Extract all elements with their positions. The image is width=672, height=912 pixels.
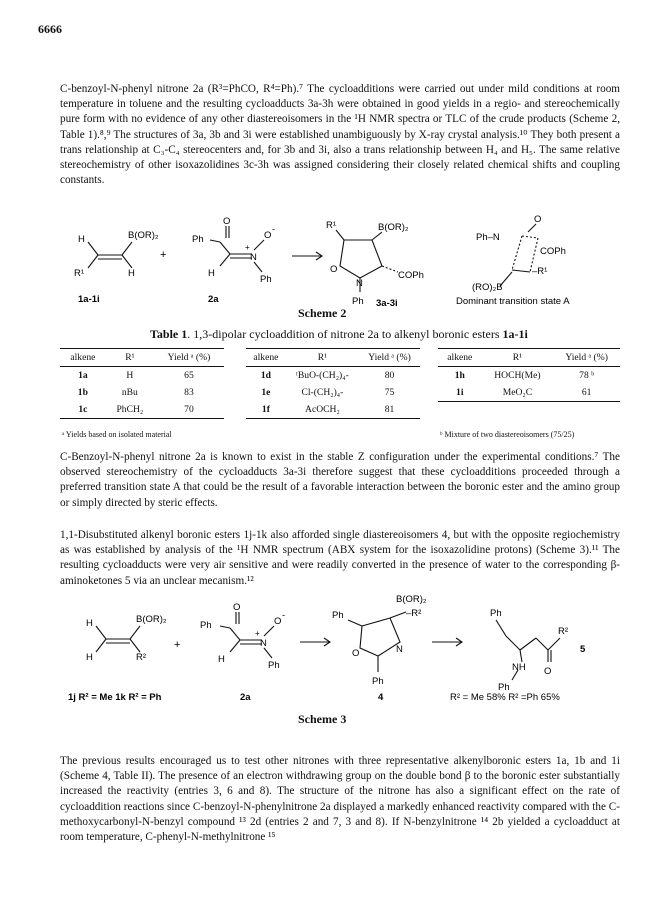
phenyl-group: Ph (498, 682, 510, 693)
oxygen-atom: O (352, 648, 360, 659)
compound-label: 2a (240, 692, 251, 703)
plus-sign: + (160, 249, 167, 261)
column-header: alkene (60, 349, 106, 367)
boron-group: B(OR)₂ (128, 230, 159, 241)
compound-label: 1a-1i (78, 294, 100, 305)
nitrogen-atom: N (356, 278, 363, 289)
compound-label: 2a (208, 294, 219, 305)
amine-group: NH (512, 662, 526, 673)
minus-charge: - (282, 610, 286, 621)
yield-label: R² = Me 58% R² =Ph 65% (450, 692, 560, 703)
scheme-3-drawing (60, 590, 620, 706)
r1-substituent: R¹ (74, 268, 85, 279)
compound-label: 3a-3i (376, 298, 398, 309)
h-atom: H (218, 654, 225, 665)
paragraph-1: C-benzoyl-N-phenyl nitrone 2a (R³=PhCO, R⁴=Ph).⁷ The cycloadditions were carried out under mild conditions at room temperature in toluene and the resulting cycloadducts 3a-3h were obtained in good yields in a regio- and stereochemically pure form with no evidence of any other diastereoisomers in the ¹H NMR spectra or TLC of the crude products (Scheme 2, Table 1).⁸,⁹ The structures of 3a, 3b and 3i were established unambiguously by X-ray crystal analysis.¹⁰ They both present a trans relationship at C₃-C₄ stereocenters and, for 3b and 3i, also a trans relationship between H₄ and H₅. The same relative stereochemistry of other isoxazolidines 3c-3h was assigned considering their closely related chemical shifts and coupling constants. (60, 83, 620, 187)
oxygen-atom: O (544, 666, 552, 677)
paragraph-3: 1,1-Disubstituted alkenyl boronic esters 1j-1k also afforded single diastereoisomers 4, but with the opposite regiochemistry as was established by analysis of the ¹H NMR spectrum (ABX system for the isoxazolidine protons) (Scheme 3).¹¹ The resulting cycloadducts were very air sensitive and were readily converted in the presence of water to the corresponding β-aminoketones 5 via an unclear mecanism.¹² (60, 529, 620, 587)
plus-charge: + (245, 243, 250, 252)
table-row: 1f AcOCH₂ 81 (246, 401, 420, 419)
table-1-block-2 (246, 348, 420, 419)
r2-substituent: R² (558, 626, 569, 637)
oxygen-atom: O (223, 216, 231, 227)
table-footnote-b: ᵇ Mixture of two diastereoisomers (75/25) (440, 430, 575, 439)
scheme-2-caption: Scheme 2 (298, 306, 347, 320)
scheme-2-drawing (60, 210, 620, 318)
phenyl-group: Ph (352, 296, 364, 307)
table-1-block-1 (60, 348, 224, 419)
r1-substituent: –R¹ (532, 266, 548, 277)
transition-state-caption: Dominant transition state A (456, 296, 570, 307)
r2-substituent: R² (136, 652, 147, 663)
nitrogen-atom: N (396, 644, 403, 655)
column-header: alkene (246, 349, 286, 367)
scheme-3-caption: Scheme 3 (298, 712, 347, 726)
h-atom: H (86, 652, 93, 663)
h-atom: H (208, 268, 215, 279)
r1-substituent: R¹ (326, 220, 337, 231)
boron-group: B(OR)₂ (378, 222, 409, 233)
table-row: 1i MeO₂C 61 (438, 384, 620, 402)
nitrogen-atom: N (250, 252, 257, 263)
phenyl-nitrogen: Ph–N (476, 232, 500, 243)
column-header: Yield ᵃ (%) (359, 349, 420, 367)
table-row: 1d ᵗBuO-(CH₂)₄- 80 (260, 370, 395, 381)
compound-label: 5 (580, 644, 586, 655)
h-atom: H (78, 234, 85, 245)
column-header: R¹ (482, 349, 554, 367)
table-row: 1a H 65 (78, 370, 194, 381)
phenyl-group: Ph (268, 660, 280, 671)
column-header: Yield ᵃ (%) (154, 349, 224, 367)
h-atom: H (86, 618, 93, 629)
boron-group: B(OR)₂ (136, 614, 167, 625)
empty-cell (438, 402, 482, 416)
phenyl-group: Ph (200, 620, 212, 631)
phenyl-group: Ph (260, 274, 272, 285)
table-row: 1c PhCH₂ 70 (60, 401, 224, 419)
table-1-caption: Table 1. 1,3-dipolar cycloaddition of nitrone 2a to alkenyl boronic esters 1a-1i (150, 327, 528, 341)
compound-label: 1j R² = Me 1k R² = Ph (68, 692, 162, 703)
column-header: alkene (438, 349, 482, 367)
oxygen-atom: O (330, 264, 338, 275)
paragraph-4: The previous results encouraged us to test other nitrones with three representative alkenylboronic esters 1a, 1b and 1i (Scheme 4, Table II). The presence of an electron withdrawing group on the double bond β to the boronic ester substantially increased the reactivity (entries 3, 6 and 8). The structure of the nitrone has also a significant effect on the rate of cycloaddition reactions since C-benzoyl-N-phenylnitrone 2a displayed a markedly enhanced reactivity compared with the C-methoxycarbonyl-N-benzyl compound ¹³ 2d (entries 2 and 7, 3 and 8). If N-benzylnitrone ¹⁴ 2b yielded a cycloadduct at room temperature, C-phenyl-N-methylnitrone ¹⁵ (60, 755, 620, 844)
plus-charge: + (255, 629, 260, 638)
table-row: 1b nBu 83 (77, 387, 194, 398)
page-number: 6666 (38, 22, 62, 36)
table-footnote-a: ᵃ Yields based on isolated material (62, 430, 172, 439)
minus-charge: - (272, 224, 276, 235)
benzoyl-group: COPh (540, 246, 566, 257)
oxygen-atom: O (274, 616, 282, 627)
paragraph-2: C-Benzoyl-N-phenyl nitrone 2a is known to exist in the stable Z configuration under the experimental conditions.⁷ The observed stereochemistry of the cycloadducts 3a-3i therefore suggest that these cycloadditions proceeded through a preferred transition state A that could be the result of a favorable interaction between the boronic ester and the amino group or simply directed by steric effects. (60, 451, 620, 509)
boron-group: B(OR)₂ (396, 594, 427, 605)
column-header: R¹ (286, 349, 359, 367)
phenyl-group: Ph (192, 234, 204, 245)
oxygen-atom: O (264, 230, 272, 241)
column-header: Yield ᵃ (%) (553, 349, 620, 367)
h-atom: H (128, 268, 135, 279)
table-1-block-3 (438, 348, 620, 415)
phenyl-group: Ph (490, 608, 502, 619)
plus-sign: + (174, 639, 181, 651)
compound-label: 4 (378, 692, 384, 703)
benzoyl-group: COPh (398, 270, 424, 281)
column-header: R¹ (106, 349, 154, 367)
nitrogen-atom: N (260, 638, 267, 649)
phenyl-group: Ph (372, 676, 384, 687)
oxygen-atom: O (233, 602, 241, 613)
phenyl-group: Ph (332, 610, 344, 621)
oxygen-atom: O (534, 214, 542, 225)
boronate-group: (RO)₂B (472, 282, 503, 293)
table-row: 1h HOCH(Me) 78 ᵇ (454, 370, 595, 381)
table-row: 1e Cl-(CH₂)₄- 75 (261, 387, 395, 398)
r2-substituent: –R² (406, 608, 422, 619)
